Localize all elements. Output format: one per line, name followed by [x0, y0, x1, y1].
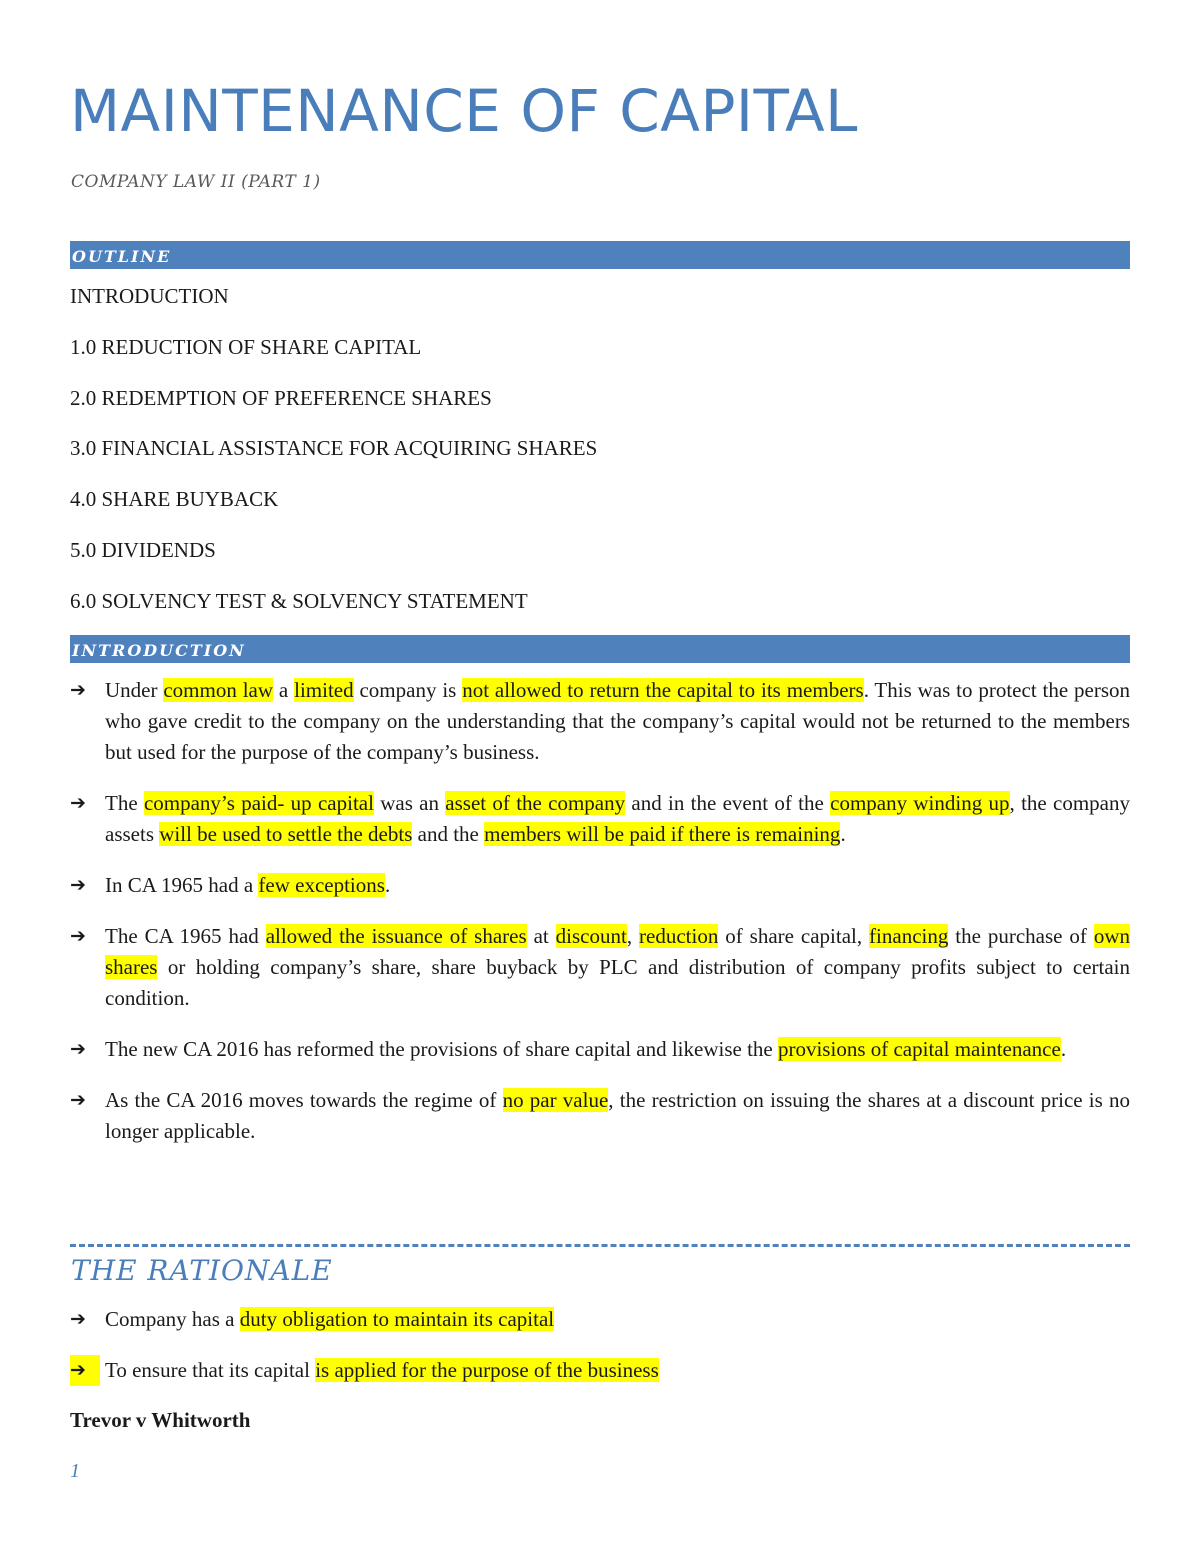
highlighted-text: is applied for the purpose of the business	[315, 1358, 659, 1382]
bullet-item	[70, 1304, 1130, 1335]
body-text: and the	[412, 822, 485, 846]
bullet-item	[70, 1355, 1130, 1386]
outline-list	[70, 284, 597, 640]
bullet-item	[70, 788, 1130, 850]
body-text: The CA 1965 had	[105, 924, 266, 948]
body-text: The new CA 2016 has reformed the provisions of share capital and likewise the	[105, 1037, 778, 1061]
highlighted-text: company winding up	[830, 791, 1010, 815]
body-text: was an	[373, 791, 446, 815]
body-text: or holding company’s share, share buyback by PLC and distribution of company profits subject to certain condition.	[105, 955, 1130, 1010]
body-text: . This was to protect the person who gave credit to the company on the understanding that the company’s capital would not be returned to the members but used for the purpose of the company’s business.	[105, 678, 1131, 764]
outline-heading-bar	[70, 241, 1130, 269]
document-subtitle: COMPANY LAW II (PART 1)	[71, 172, 321, 192]
body-text: ,	[626, 924, 640, 948]
section-divider	[70, 1244, 1130, 1247]
body-text: To ensure that its capital	[105, 1358, 316, 1382]
highlighted-text: provisions of capital maintenance	[777, 1037, 1061, 1061]
highlighted-text: common law	[163, 678, 274, 702]
arrow-right-icon: ➔	[70, 1038, 86, 1060]
highlighted-text: not allowed to return the capital to its members	[462, 678, 864, 702]
body-text: .	[840, 822, 846, 846]
document-title: MAINTENANCE OF CAPITAL	[70, 77, 858, 145]
body-text: , the company assets	[105, 791, 1130, 846]
body-text: at	[526, 924, 556, 948]
highlighted-text: few exceptions	[258, 873, 385, 897]
outline-item: 2.0 REDEMPTION OF PREFERENCE SHARES	[70, 385, 492, 410]
bullet-item	[70, 921, 1130, 1014]
arrow-right-icon: ➔	[70, 1308, 86, 1330]
arrow-right-icon: ➔	[70, 792, 86, 814]
rationale-heading: THE RATIONALE	[71, 1254, 333, 1287]
introduction-heading: INTRODUCTION	[72, 641, 246, 660]
body-text: and in the event of the	[625, 791, 831, 815]
case-name: Trevor v Whitworth	[70, 1408, 251, 1432]
highlighted-text: allowed the issuance of shares	[265, 924, 527, 948]
outline-item: 4.0 SHARE BUYBACK	[70, 487, 279, 512]
arrow-right-icon: ➔	[70, 874, 86, 896]
arrow-right-icon: ➔	[70, 1089, 86, 1111]
body-text: Under	[105, 678, 164, 702]
highlighted-text: own shares	[105, 924, 1131, 979]
body-text: The	[105, 791, 144, 815]
outline-item: 3.0 FINANCIAL ASSISTANCE FOR ACQUIRING SHARES	[70, 436, 598, 461]
highlighted-text: will be used to settle the debts	[159, 822, 413, 846]
body-text: In CA 1965 had a	[105, 873, 259, 897]
highlighted-text: members will be paid if there is remaining	[484, 822, 841, 846]
highlighted-text: financing	[869, 924, 949, 948]
bullet-item	[70, 1085, 1130, 1147]
outline-item: 1.0 REDUCTION OF SHARE CAPITAL	[70, 334, 422, 359]
body-text: Company has a	[105, 1307, 240, 1331]
body-text: As the CA 2016 moves towards the regime of	[105, 1088, 503, 1112]
highlighted-text: duty obligation to maintain its capital	[239, 1307, 555, 1331]
outline-item: 6.0 SOLVENCY TEST & SOLVENCY STATEMENT	[70, 588, 528, 613]
introduction-heading-bar	[70, 635, 1130, 663]
body-text: company is	[353, 678, 463, 702]
body-text: , the restriction on issuing the shares at a discount price is no longer applicable.	[105, 1088, 1130, 1143]
rationale-bullets	[70, 1304, 1130, 1406]
highlighted-text: asset of the company	[445, 791, 626, 815]
introduction-bullets	[70, 675, 1130, 1167]
bullet-item	[70, 675, 1130, 768]
arrow-right-icon: ➔	[70, 679, 86, 701]
highlighted-text: company’s paid- up capital	[143, 791, 374, 815]
body-text: of share capital,	[718, 924, 870, 948]
body-text: .	[1060, 1037, 1067, 1061]
highlighted-text: reduction	[639, 924, 719, 948]
arrow-right-icon: ➔	[70, 1355, 100, 1386]
body-text: .	[384, 873, 391, 897]
arrow-right-icon: ➔	[70, 925, 86, 947]
outline-item: INTRODUCTION	[70, 284, 229, 308]
body-text: a	[273, 678, 295, 702]
page-number: 1	[70, 1460, 80, 1482]
highlighted-text: no par value	[502, 1088, 609, 1112]
body-text: the purchase of	[948, 924, 1094, 948]
outline-item: 5.0 DIVIDENDS	[70, 537, 216, 562]
outline-heading: OUTLINE	[72, 247, 172, 266]
highlighted-text: discount	[555, 924, 627, 948]
highlighted-text: limited	[294, 678, 354, 702]
bullet-item	[70, 870, 1130, 901]
bullet-item	[70, 1034, 1130, 1065]
